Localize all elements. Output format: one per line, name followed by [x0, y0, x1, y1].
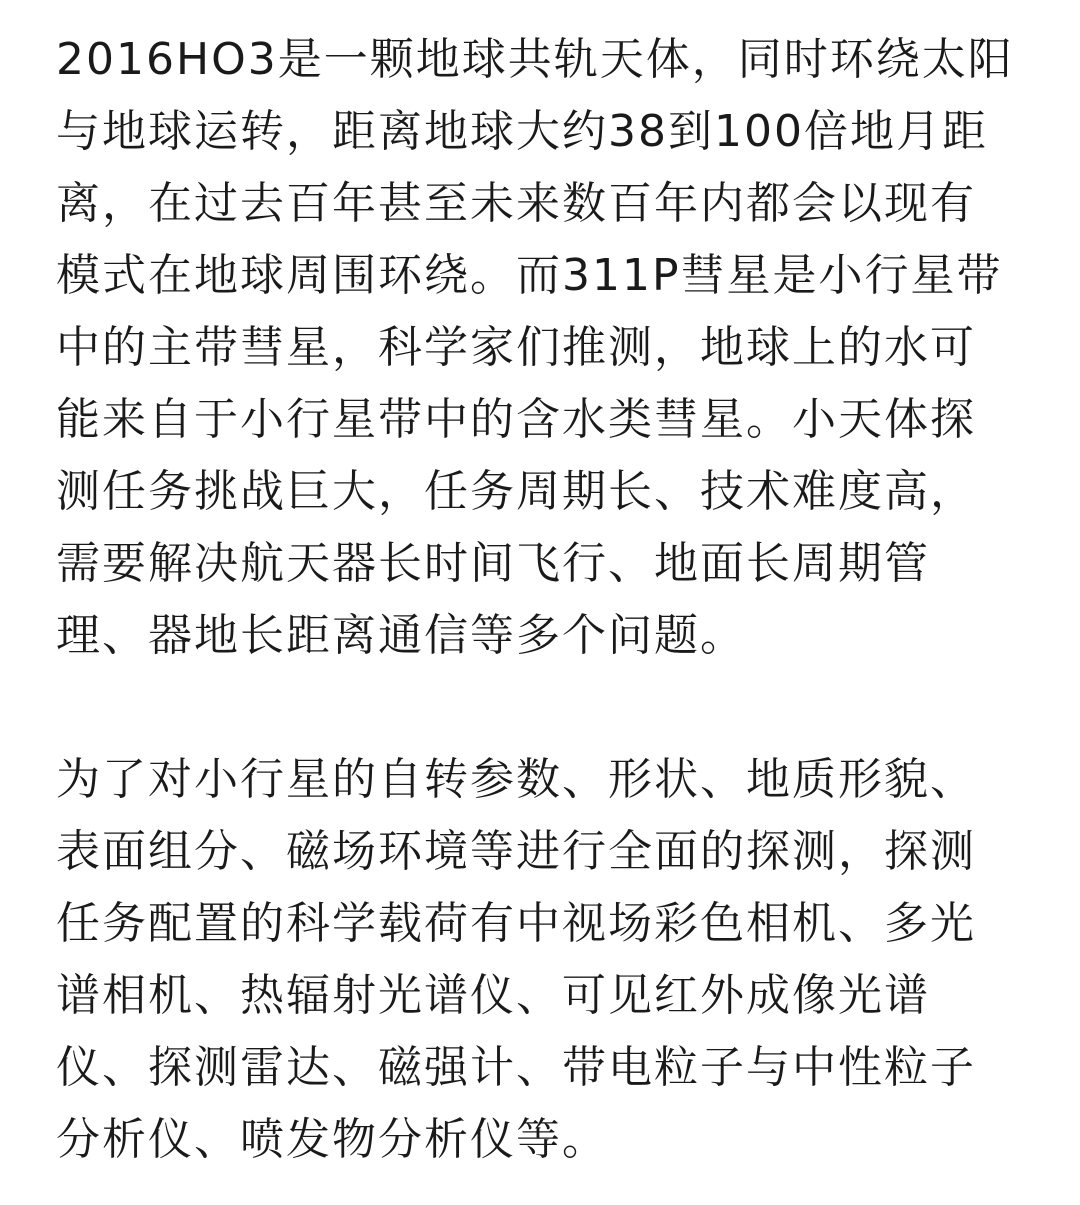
text-line: 理、器地长距离通信等多个问题。	[56, 610, 746, 661]
text-line: 与地球运转，距离地球大约38到100倍地月距	[56, 106, 988, 157]
text-line: 分析仪、喷发物分析仪等。	[56, 1114, 608, 1165]
text-line: 需要解决航天器长时间飞行、地面长周期管	[56, 538, 930, 589]
text-line: 谱相机、热辐射光谱仪、可见红外成像光谱	[56, 970, 930, 1021]
text-line: 离，在过去百年甚至未来数百年内都会以现有	[56, 178, 976, 229]
paragraph-asteroid-targets	[56, 24, 1028, 672]
text-line: 任务配置的科学载荷有中视场彩色相机、多光	[56, 898, 976, 949]
text-line: 为了对小行星的自转参数、形状、地质形貌、	[56, 754, 976, 805]
text-line: 能来自于小行星带中的含水类彗星。小天体探	[56, 394, 976, 445]
text-line: 仪、探测雷达、磁强计、带电粒子与中性粒子	[56, 1042, 976, 1093]
text-line: 中的主带彗星，科学家们推测，地球上的水可	[56, 322, 976, 373]
text-line: 模式在地球周围环绕。而311P彗星是小行星带	[56, 250, 1003, 301]
paragraph-science-payloads	[56, 744, 1028, 1176]
text-line: 2016HO3是一颗地球共轨天体，同时环绕太阳	[56, 34, 1014, 85]
text-line: 测任务挑战巨大，任务周期长、技术难度高，	[56, 466, 976, 517]
text-line: 表面组分、磁场环境等进行全面的探测，探测	[56, 826, 976, 877]
paragraph-gap	[56, 672, 1028, 744]
article-body	[56, 24, 1028, 1176]
